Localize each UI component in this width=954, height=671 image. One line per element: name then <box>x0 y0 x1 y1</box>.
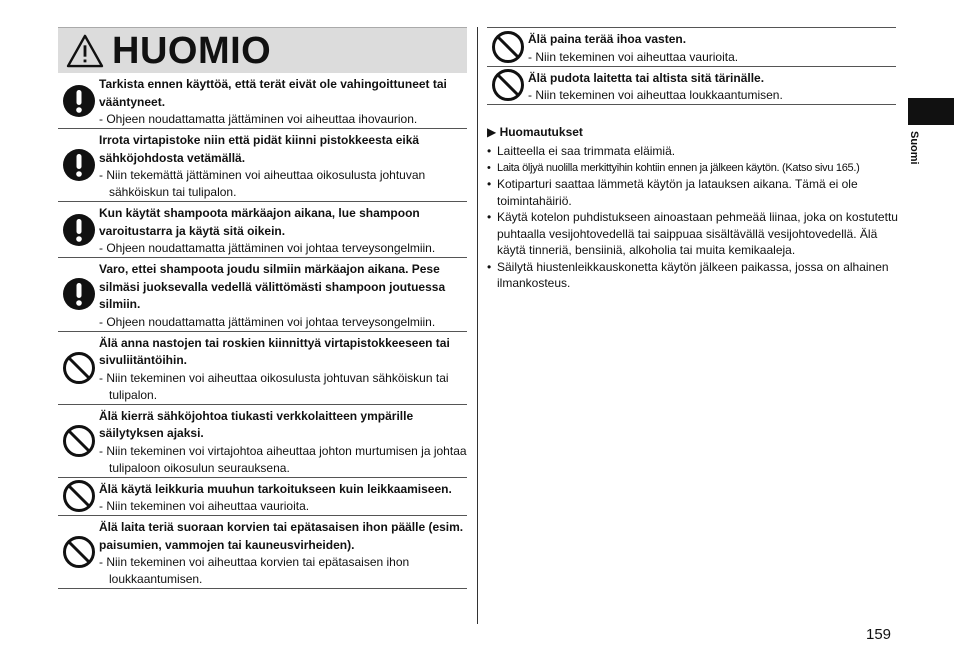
caution-item <box>58 129 467 202</box>
prohibition-icon <box>58 332 99 404</box>
caution-item <box>58 202 467 258</box>
caution-item <box>58 332 467 405</box>
caution-text <box>99 129 467 201</box>
caution-consequence: - Niin tekemättä jättäminen voi aiheuttaa oikosulusta johtuvan sähköiskun tai tulipalon. <box>99 168 426 199</box>
caution-consequence: - Niin tekeminen voi aiheuttaa loukkaantumisen. <box>528 88 783 102</box>
page-number: 159 <box>866 626 892 643</box>
caution-consequence: - Niin tekeminen voi aiheuttaa vaurioita. <box>528 49 739 64</box>
caution-item <box>58 516 467 589</box>
caution-header <box>58 27 467 73</box>
caution-title: HUOMIO <box>112 29 272 72</box>
caution-consequence: - Niin tekeminen voi aiheuttaa korvien tai epätasaisen ihon loukkaantumisen. <box>99 555 410 586</box>
caution-instruction: Varo, ettei shampoota joudu silmiin märkäajon aikana. Pese silmäsi juoksevalla vedellä välittömästi shampoon joutuessa silmiin. <box>99 262 446 311</box>
prohibition-icon <box>58 516 99 588</box>
caution-instruction: Tarkista ennen käyttöä, että terät eivät ole vahingoittuneet tai vääntyneet. <box>99 77 447 109</box>
caution-instruction: Älä laita teriä suoraan korvien tai epätasaisen ihon päälle (esim. paisumien, vammojen tai kauneusvirheiden). <box>99 520 464 552</box>
notes-item: • Käytä kotelon puhdistukseen ainoastaan pehmeää liinaa, joka on kostutettu puhtaalla vesijohtovedellä tai saippuaa sisältävällä vesijohtovedellä. Älä käytä tinneriä, bensiiniä, alkoholia tai muita kemikaaleja. <box>487 209 899 259</box>
language-tab <box>908 98 954 125</box>
caution-consequence: - Ohjeen noudattamatta jättäminen voi johtaa terveysongelmiin. <box>99 314 436 329</box>
caution-list <box>58 73 467 589</box>
notes-section <box>487 124 899 292</box>
notes-item: • Kotiparturi saattaa lämmetä käytön ja latauksen aikana. Tämä ei ole toimintahäiriö. <box>487 176 899 209</box>
caution-text <box>99 73 467 128</box>
mandatory-icon <box>58 202 99 257</box>
caution-item <box>58 258 467 332</box>
notes-item: • Säilytä hiustenleikkauskonetta käytön jälkeen paikassa, jossa on alhainen ilmankosteus. <box>487 259 899 292</box>
caution-item <box>487 67 896 106</box>
column-divider <box>477 27 478 624</box>
caution-text <box>99 332 467 404</box>
notes-item: • Laitteella ei saa trimmata eläimiä. <box>487 143 899 160</box>
caution-text <box>99 258 467 331</box>
notes-item: • Laita öljyä nuolilla merkittyihin kohtiin ennen ja jälkeen käytön. (Katso sivu 165.) <box>487 160 899 177</box>
caution-consequence: - Niin tekeminen voi aiheuttaa vaurioita. <box>99 499 310 513</box>
caution-instruction: Irrota virtapistoke niin että pidät kiinni pistokkeesta eikä sähköjohdosta vetämällä. <box>99 133 420 165</box>
caution-text <box>99 405 467 477</box>
caution-consequence: - Ohjeen noudattamatta jättäminen voi johtaa terveysongelmiin. <box>99 241 436 255</box>
caution-instruction: Älä käytä leikkuria muuhun tarkoitukseen kuin leikkaamiseen. <box>99 481 452 496</box>
caution-item <box>58 73 467 129</box>
caution-consequence: - Ohjeen noudattamatta jättäminen voi aiheuttaa ihovaurion. <box>99 112 418 126</box>
notes-heading: ▶ Huomautukset <box>487 125 583 139</box>
prohibition-icon <box>58 405 99 477</box>
mandatory-icon <box>58 129 99 201</box>
caution-instruction: Älä kierrä sähköjohtoa tiukasti verkkolaitteen ympärille säilytyksen ajaksi. <box>99 408 414 440</box>
caution-item <box>487 27 896 67</box>
caution-text <box>99 202 467 257</box>
caution-text <box>528 67 896 105</box>
caution-consequence: - Niin tekeminen voi virtajohtoa aiheuttaa johton murtumisen ja johtaa tulipaloon oikosulun seurauksena. <box>99 443 467 475</box>
prohibition-icon <box>487 28 528 66</box>
caution-text <box>99 478 467 516</box>
caution-instruction: Älä paina terää ihoa vasten. <box>528 32 687 46</box>
caution-section-continued <box>487 27 896 105</box>
language-label: Suomi <box>908 131 920 165</box>
prohibition-icon <box>58 478 99 516</box>
caution-text <box>99 516 467 588</box>
warning-triangle-icon <box>66 34 104 68</box>
caution-item <box>58 478 467 517</box>
mandatory-icon <box>58 258 99 331</box>
caution-text <box>528 28 896 66</box>
caution-instruction: Älä pudota laitetta tai altista sitä tärinälle. <box>528 70 765 85</box>
mandatory-icon <box>58 73 99 128</box>
caution-list-continued <box>487 27 896 105</box>
caution-consequence: - Niin tekeminen voi aiheuttaa oikosulusta johtuvan sähköiskun tai tulipalon. <box>99 370 449 402</box>
caution-item <box>58 405 467 478</box>
caution-instruction: Älä anna nastojen tai roskien kiinnittyä virtapistokkeeseen tai sivuliitäntöihin. <box>99 335 450 367</box>
caution-section <box>58 27 467 589</box>
prohibition-icon <box>487 67 528 105</box>
caution-instruction: Kun käytät shampoota märkäajon aikana, lue shampoon varoitustarra ja käytä sitä oikein. <box>99 206 420 238</box>
